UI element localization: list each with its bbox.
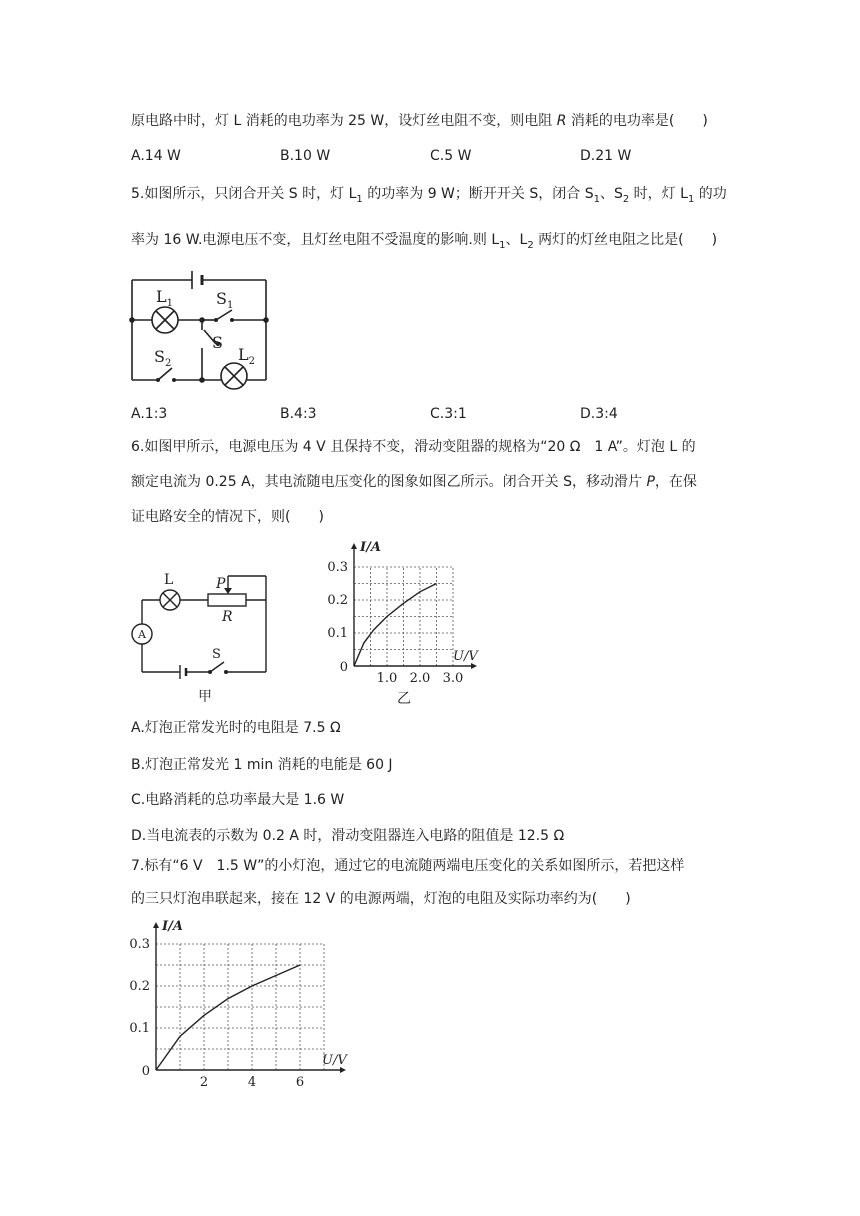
label-l1: $L_1$ (156, 287, 173, 309)
q5-sub2b: 2 (527, 240, 534, 251)
y-axis-label: I/A (360, 540, 381, 555)
q5-sym-s: S (584, 186, 594, 202)
q5-sub1d: 1 (499, 240, 506, 251)
q5-l2-a: 率为 16 W.电源电压不变，且灯丝电阻不受温度的影响.则 (131, 232, 492, 248)
q5-l2-c: 两灯的灯丝电阻之比是( ) (533, 232, 718, 248)
label-ammeter: A (138, 628, 146, 641)
q5-option-c[interactable]: C.3:1 (430, 406, 467, 422)
q4-option-a[interactable]: A.14 W (131, 148, 181, 164)
label-p: P (216, 576, 226, 592)
q7-stem-line1: 7.标有“6 V 1.5 W”的小灯泡，通过它的电流随两端电压变化的关系如图所示，若把这样 (131, 858, 685, 874)
q7-stem-line2: 的三只灯泡串联起来，接在 12 V 的电源两端，灯泡的电阻及实际功率约为( ) (131, 891, 631, 907)
q5-option-d[interactable]: D.3:4 (580, 406, 618, 422)
x-tick-label: 6 (295, 1075, 305, 1090)
label-r: R (222, 609, 233, 625)
q6-l2-p: P (646, 474, 655, 490)
q4-text-a: 原电路中时，灯 L 消耗的电功率为 25 W，设灯丝电阻不变，则电阻 (131, 113, 557, 129)
chart-grid (156, 944, 324, 1070)
x-tick-label: 1.0 (376, 671, 398, 686)
q6-option-a[interactable]: A.灯泡正常发光时的电阻是 7.5 Ω (131, 720, 341, 736)
q4-option-b[interactable]: B.10 W (280, 148, 331, 164)
q4-text-r: R (556, 113, 567, 129)
q6-stem-line3: 证电路安全的情况下，则( ) (131, 509, 324, 525)
label-l2: $L_2$ (238, 345, 255, 367)
x-axis-label: U/V (322, 1053, 347, 1068)
q4-text-b: 消耗的电功率是( ) (566, 113, 708, 129)
label-s: S (212, 333, 223, 352)
q5-sym-l4: L (519, 232, 528, 248)
q6-option-c[interactable]: C.电路消耗的总功率最大是 1.6 W (131, 792, 345, 808)
q5-l1-c: 、 (599, 186, 614, 202)
q4-option-d[interactable]: D.21 W (580, 148, 632, 164)
q5-l1-a: 5.如图所示，只闭合开关 S 时，灯 (131, 186, 349, 202)
x-tick-label: 2 (199, 1075, 209, 1090)
q5-sym-l: L (348, 186, 357, 202)
x-tick-label: 2.0 (409, 671, 431, 686)
q5-sub1c: 1 (687, 194, 695, 205)
x-tick-label: 3.0 (442, 671, 464, 686)
q5-option-b[interactable]: B.4:3 (280, 406, 317, 422)
q5-l2-b: 、 (505, 232, 520, 248)
q5-option-a[interactable]: A.1:3 (131, 406, 168, 422)
label-s2: $S_2$ (154, 347, 172, 369)
q5-sym-l3: L (491, 232, 500, 248)
y-tick-label: 0.2 (327, 593, 348, 608)
label-l: L (164, 572, 174, 588)
origin-label: 0 (141, 1064, 150, 1079)
label-s: S (212, 647, 221, 662)
q5-sub1b: 1 (593, 194, 600, 205)
x-tick-label: 4 (247, 1075, 257, 1090)
q6-option-b[interactable]: B.灯泡正常发光 1 min 消耗的电能是 60 J (131, 757, 393, 773)
y-tick-label: 0.1 (327, 626, 348, 641)
y-axis-label: I/A (162, 919, 183, 934)
q5-sub1: 1 (356, 194, 363, 205)
q4-option-c[interactable]: C.5 W (430, 148, 472, 164)
y-tick-label: 0.2 (129, 979, 150, 994)
q5-sub2: 2 (622, 194, 630, 205)
y-tick-label: 0.3 (129, 937, 150, 952)
y-axis-arrow (153, 922, 159, 928)
q5-sym-l2: L (680, 186, 688, 202)
origin-label: 0 (339, 660, 348, 675)
q6-l2-b: ，在保 (654, 474, 697, 490)
x-axis-label: U/V (453, 649, 478, 664)
y-tick-label: 0.3 (327, 560, 348, 575)
q5-l1-d: 时，灯 (629, 186, 681, 202)
q5-sym-s2: S (613, 186, 623, 202)
fig-jia-caption: 甲 (198, 689, 212, 705)
q6-stem-line1: 6.如图甲所示，电源电压为 4 V 且保持不变，滑动变阻器的规格为“20 Ω 1 A”。灯泡 L 的 (131, 439, 696, 455)
q6-l2-a: 额定电流为 0.25 A，其电流随电压变化的图象如图乙所示。闭合开关 S，移动滑片 (131, 474, 647, 490)
q5-l1-e: 的功 (694, 186, 727, 202)
label-s1: $S_1$ (216, 289, 234, 311)
y-tick-label: 0.1 (129, 1021, 150, 1036)
q5-l1-b: 的功率为 9 W；断开开关 S，闭合 (362, 186, 585, 202)
fig-yi-caption: 乙 (397, 691, 411, 707)
q6-option-d[interactable]: D.当电流表的示数为 0.2 A 时，滑动变阻器连入电路的阻值是 12.5 Ω (131, 828, 565, 844)
